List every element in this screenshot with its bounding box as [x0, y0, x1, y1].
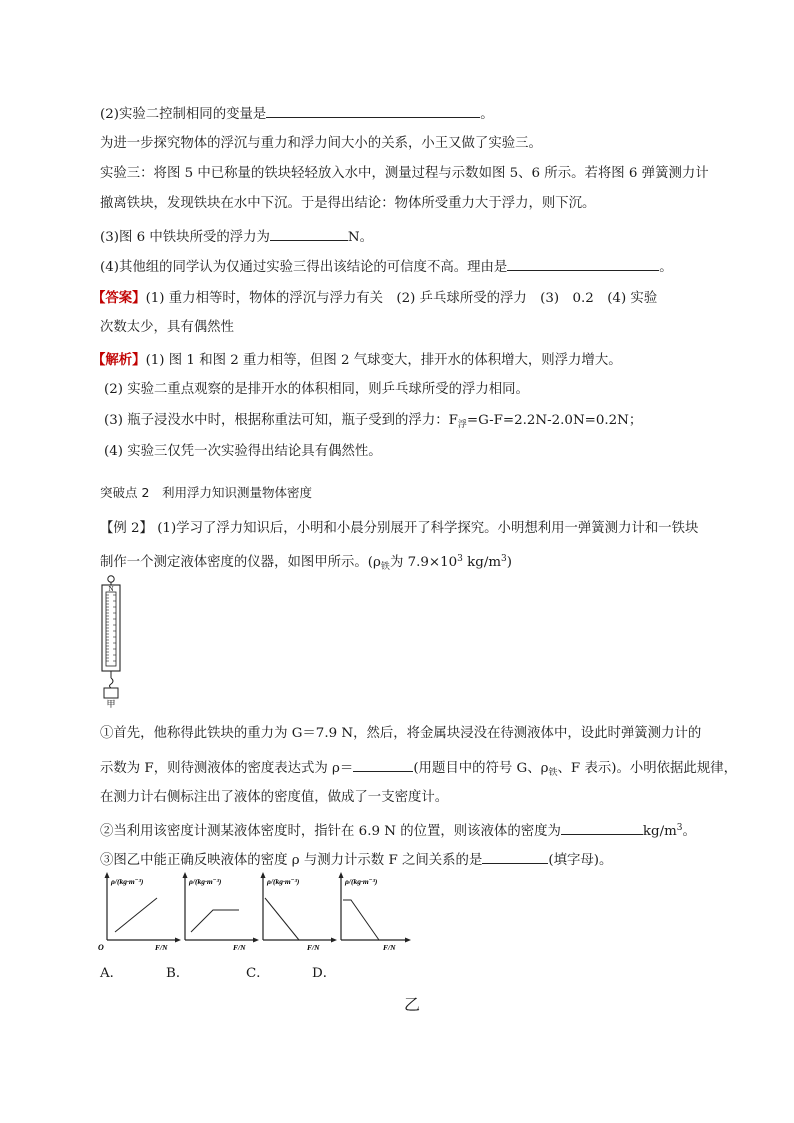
scale-body — [102, 585, 120, 671]
analysis-p2: (2) 实验二重点观察的是排开水的体积相同，则乒乓球所受的浮力相同。 — [104, 382, 529, 397]
answer-blank[interactable] — [270, 226, 348, 241]
section-heading: 突破点 2 利用浮力知识测量物体密度 — [100, 485, 312, 500]
question-2: (2)实验二控制相同的变量是 。 — [100, 103, 494, 125]
step1-line2: 示数为 F，则待测液体的密度表达式为 ρ＝ (用题目中的符号 G、$\rho_铁$、F 表示)。小明依据此规律， — [100, 757, 737, 783]
graph-b-xlabel: F/N — [233, 943, 246, 952]
step2: ②当利用该密度计测某液体密度时，指针在 6.9 N 的位置，则该液体的密度为 $kg/m^3$。 — [100, 818, 696, 842]
graph-d-ylabel: ρ/(kg·m⁻³) — [345, 877, 378, 886]
answer-line2: 次数太少，具有偶然性 — [100, 320, 234, 335]
intro-exp3: 为进一步探究物体的浮沉与重力和浮力间大小的关系，小王又做了实验三。 — [100, 136, 542, 151]
graph-a-origin: O — [98, 943, 104, 952]
graph-c — [261, 872, 338, 952]
graph-c-ylabel: ρ/(kg·m⁻³) — [267, 877, 300, 886]
option-d[interactable]: D． — [312, 966, 337, 981]
step3: ③图乙中能正确反映液体的密度 ρ 与测力计示数 F 之间关系的是 (填字母)。 — [100, 849, 612, 871]
answer-blank[interactable] — [482, 849, 548, 864]
graph-a-line — [115, 898, 157, 932]
graph-c-xlabel: F/N — [307, 943, 320, 952]
answer-line1: 【答案】(1) 重力相等时，物体的浮沉与浮力有关 (2) 乒乓球所受的浮力 (3) 0.2 (4) 实验 — [92, 290, 658, 306]
step1-line1: ①首先，他称得此铁块的重力为 G＝7.9 N，然后，将金属块浸没在待测液体中，设此时弹簧测力计的 — [100, 726, 702, 741]
figure-label-jia: 甲 — [106, 699, 116, 708]
answer-blank[interactable] — [507, 256, 659, 271]
example2-line2: 制作一个测定液体密度的仪器，如图甲所示。($\rho_铁$为 $7.9\times 10^3$ $kg/m^3$) — [100, 554, 512, 572]
exp3-line1: 实验三：将图 5 中已称量的铁块轻轻放入水中，测量过程与示数如图 5、6 所示。若将图 6 弹簧测力计 — [100, 166, 709, 181]
graph-d — [339, 872, 412, 952]
graph-b — [183, 872, 260, 952]
step1-line3: 在测力计右侧标注出了液体的密度值，做成了一支密度计。 — [100, 790, 449, 805]
scale-ring — [108, 576, 114, 582]
question-4: (4)其他组的同学认为仅通过实验三得出该结论的可信度不高。理由是 。 — [100, 256, 673, 278]
scale-unit-label: N — [108, 585, 114, 593]
graph-a-ylabel: ρ/(kg·m⁻³) — [111, 877, 144, 886]
graph-d-xlabel: F/N — [383, 943, 396, 952]
analysis-p4: (4) 实验三仅凭一次实验得出结论具有偶然性。 — [104, 444, 382, 459]
spring-scale-figure — [95, 574, 131, 708]
option-b[interactable]: B． — [166, 966, 190, 981]
graph-a — [98, 872, 181, 952]
option-a[interactable]: A． — [100, 966, 124, 981]
graph-b-ylabel: ρ/(kg·m⁻³) — [189, 877, 222, 886]
graph-b-line — [191, 910, 239, 932]
figure-caption-yi: 乙 — [404, 995, 421, 1014]
exp3-line2: 撤离铁块，发现铁块在水中下沉。于是得出结论：物体所受重力大于浮力，则下沉。 — [100, 196, 596, 211]
question-3: (3)图 6 中铁块所受的浮力为 N。 — [100, 226, 373, 248]
graph-d-line — [343, 900, 379, 940]
analysis-p1: 【解析】(1) 图 1 和图 2 重力相等，但图 2 气球变大，排开水的体积增大，则浮力增大。 — [92, 352, 622, 368]
example2-line1: 【例 2】 (1)学习了浮力知识后，小明和小晨分别展开了科学探究。小明想利用一弹簧测力计和一铁块 — [100, 521, 699, 536]
answer-blank[interactable] — [561, 820, 643, 835]
analysis-p3: (3) 瓶子浸没水中时，根据称重法可知，瓶子受到的浮力：$F_浮=G-F=2.2N-2.0N=0.2N$； — [104, 413, 643, 430]
option-c[interactable]: C． — [246, 966, 270, 981]
graph-a-xlabel: F/N — [155, 943, 168, 952]
graph-c-line — [265, 898, 299, 940]
graphs-yi — [95, 870, 415, 952]
answer-blank[interactable] — [353, 757, 413, 772]
answer-blank[interactable] — [266, 103, 480, 118]
iron-block — [104, 688, 118, 698]
scale-hook — [110, 678, 114, 688]
